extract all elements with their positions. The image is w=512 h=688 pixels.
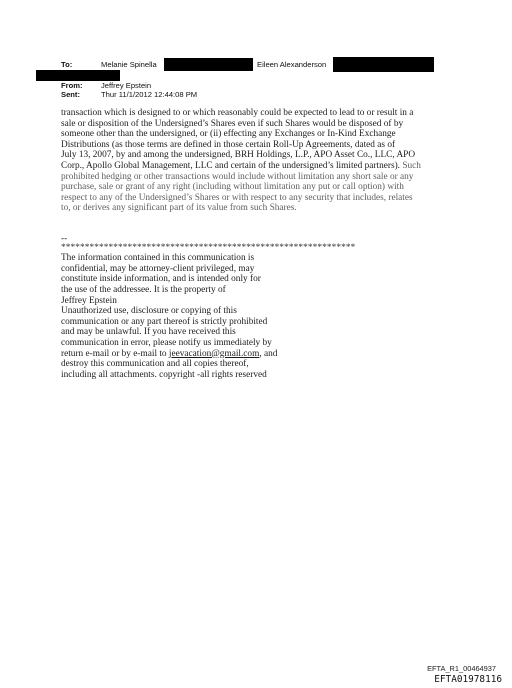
from-value: Jeffrey Epstein bbox=[101, 81, 152, 90]
disclaimer-line: communication or any part thereof is strictly prohibited bbox=[61, 316, 268, 327]
to-recipient-1: Melanie Spinella bbox=[101, 60, 157, 69]
to-recipient-2: Eileen Alexanderson bbox=[257, 60, 327, 69]
disclaimer-line: The information contained in this communication is bbox=[61, 253, 255, 264]
redaction-block bbox=[36, 70, 120, 81]
bates-number-secondary: EFTA01978116 bbox=[434, 674, 502, 685]
body-line: someone other than the undersigned, or (ii) effecting any Exchanges or In-Kind Exchange bbox=[61, 129, 396, 140]
body-line: sale or disposition of the Undersigned’s Shares even if such Shares would be disposed of by bbox=[61, 118, 404, 129]
email-suffix: , and bbox=[259, 348, 278, 359]
body-line: Distributions (as those terms are defined in those certain Roll-Up Agreements, dated as of bbox=[61, 139, 396, 150]
bates-number-primary: EFTA_R1_00464937 bbox=[427, 664, 496, 673]
body-line: transaction which is designed to or which reasonably could be expected to lead to or result in a bbox=[61, 108, 414, 118]
sent-value: Thur 11/1/2012 12:44:08 PM bbox=[101, 90, 198, 99]
email-body bbox=[61, 108, 453, 214]
redaction-block bbox=[333, 57, 434, 72]
disclaimer-line: and may be unlawful. If you have received this bbox=[61, 327, 236, 338]
disclaimer-line: constitute inside information, and is intended only for bbox=[61, 274, 261, 285]
email-prefix: return e-mail or by e-mail to bbox=[61, 348, 169, 359]
disclaimer-line: confidential, may be attorney-client privileged, may bbox=[61, 263, 255, 274]
redaction-block bbox=[164, 58, 253, 71]
disclaimer-line: destroy this communication and all copies thereof, bbox=[61, 359, 249, 370]
body-line: July 13, 2007, by and among the undersigned, BRH Holdings, L.P., APO Asset Co., LLC, APO bbox=[61, 150, 416, 161]
email-link[interactable]: jeevacation@gmail.com bbox=[168, 348, 260, 359]
body-line-text: Corp., Apollo Global Management, LLC and certain of the undersigned’s limited partners). bbox=[61, 160, 400, 171]
sent-label: Sent: bbox=[61, 90, 80, 99]
signature-dashes: -- bbox=[61, 234, 68, 244]
body-line-text-gray: Such bbox=[402, 160, 421, 171]
from-label: From: bbox=[61, 81, 83, 90]
disclaimer-line: Unauthorized use, disclosure or copying of this bbox=[61, 306, 237, 317]
disclaimer-line: the use of the addressee. It is the property of bbox=[61, 284, 226, 295]
body-line: purchase, sale or grant of any right (including without limitation any put or call option) with bbox=[61, 182, 404, 193]
disclaimer-line: including all attachments. copyright -all rights reserved bbox=[61, 369, 267, 380]
signature-separator: ************************************************************** bbox=[61, 242, 356, 253]
disclaimer-block bbox=[61, 234, 391, 380]
body-line: respect to any of the Undersigned’s Shares or with respect to any security that includes, relates bbox=[61, 192, 413, 203]
body-line: prohibited hedging or other transactions would include without limitation any short sale or any bbox=[61, 171, 414, 182]
body-line bbox=[61, 161, 453, 172]
to-label: To: bbox=[61, 60, 73, 69]
disclaimer-line: communication in error, please notify us immediately by bbox=[61, 337, 272, 348]
disclaimer-line bbox=[61, 349, 391, 360]
body-line: to, or derives any significant part of its value from such Shares. bbox=[61, 203, 297, 214]
disclaimer-line: Jeffrey Epstein bbox=[61, 295, 117, 306]
